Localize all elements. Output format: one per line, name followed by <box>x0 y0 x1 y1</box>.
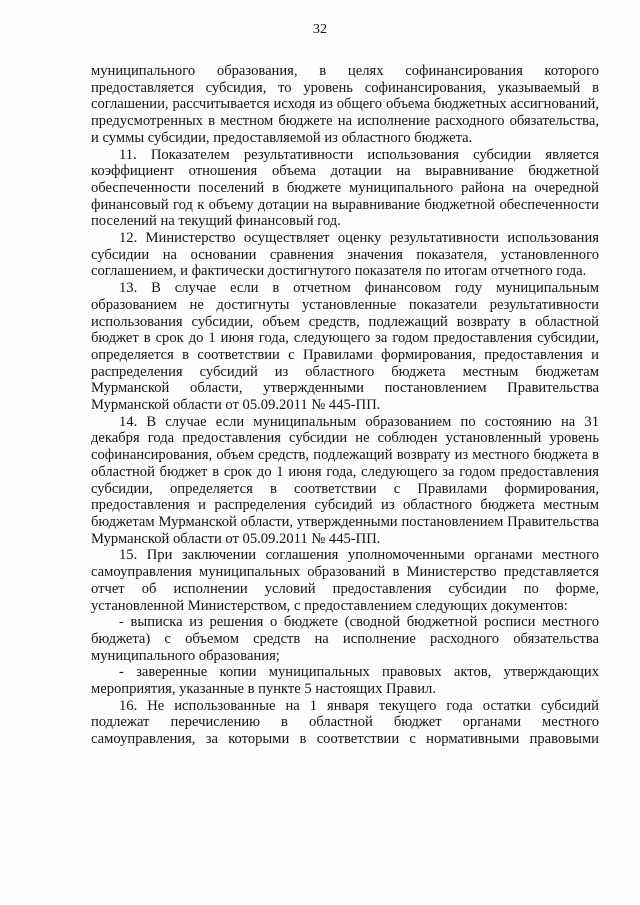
paragraph-15: 15. При заключении соглашения уполномоченными органами местного самоуправления муниципальных образований в Министерство представляется отчет об исполнении условий предоставления субсидии по форме, установленной Министерством, с предоставлением следующих документов: <box>91 547 599 614</box>
paragraph-continuation: муниципального образования, в целях софинансирования которого предоставляется субсидия, то уровень софинансирования, указываемый в соглашении, рассчитывается исходя из общего объема бюджетных ассигнований, предусмотренных в местном бюджете на исполнение расходного обязательства, и суммы субсидии, предоставляемой из областного бюджета. <box>91 63 599 146</box>
list-item-budget-extract: - выписка из решения о бюджете (сводной бюджетной росписи местного бюджета) с объемом средств на исполнение расходного обязательства муниципального образования; <box>91 614 599 664</box>
paragraph-12: 12. Министерство осуществляет оценку результативности использования субсидии на основании сравнения значения показателя, установленного соглашением, и фактически достигнутого показателя по итогам отчетного года. <box>91 230 599 280</box>
paragraph-13: 13. В случае если в отчетном финансовом году муниципальным образованием не достигнуты установленные показатели результативности использования субсидии, объем средств, подлежащий возврату в областной бюджет в срок до 1 июня года, следующего за годом предоставления субсидии, определяется в соответствии с Правилами формирования, предоставления и распределения субсидий из областного бюджета местным бюджетам Мурманской области, утвержденными постановлением Правительства Мурманской области от 05.09.2011 № 445-ПП. <box>91 280 599 414</box>
paragraph-16: 16. Не использованные на 1 января текущего года остатки субсидий подлежат перечислению в областной бюджет органами местного самоуправления, за которыми в соответствии с нормативными правовыми <box>91 697 599 748</box>
paragraph-14: 14. В случае если муниципальным образованием по состоянию на 31 декабря года предоставления субсидии не соблюден установленный уровень софинансирования, объем средств, подлежащий возврату из местного бюджета в областной бюджет в срок до 1 июня года, следующего за годом предоставления субсидии, определяется в соответствии с Правилами формирования, предоставления и распределения субсидий из областного бюджета местным бюджетам Мурманской области, утвержденными постановлением Правительства Мурманской области от 05.09.2011 № 445-ПП. <box>91 413 599 547</box>
list-item-legal-acts: - заверенные копии муниципальных правовых актов, утверждающих мероприятия, указанные в пункте 5 настоящих Правил. <box>91 664 599 698</box>
document-body <box>91 63 599 748</box>
paragraph-11: 11. Показателем результативности использования субсидии является коэффициент отношения объема дотации на выравнивание бюджетной обеспеченности поселений в бюджете муниципального района на очередной финансовый год к объему дотации на выравнивание бюджетной обеспеченности поселений на текущий финансовый год. <box>91 146 599 230</box>
page-number: 32 <box>313 22 327 37</box>
